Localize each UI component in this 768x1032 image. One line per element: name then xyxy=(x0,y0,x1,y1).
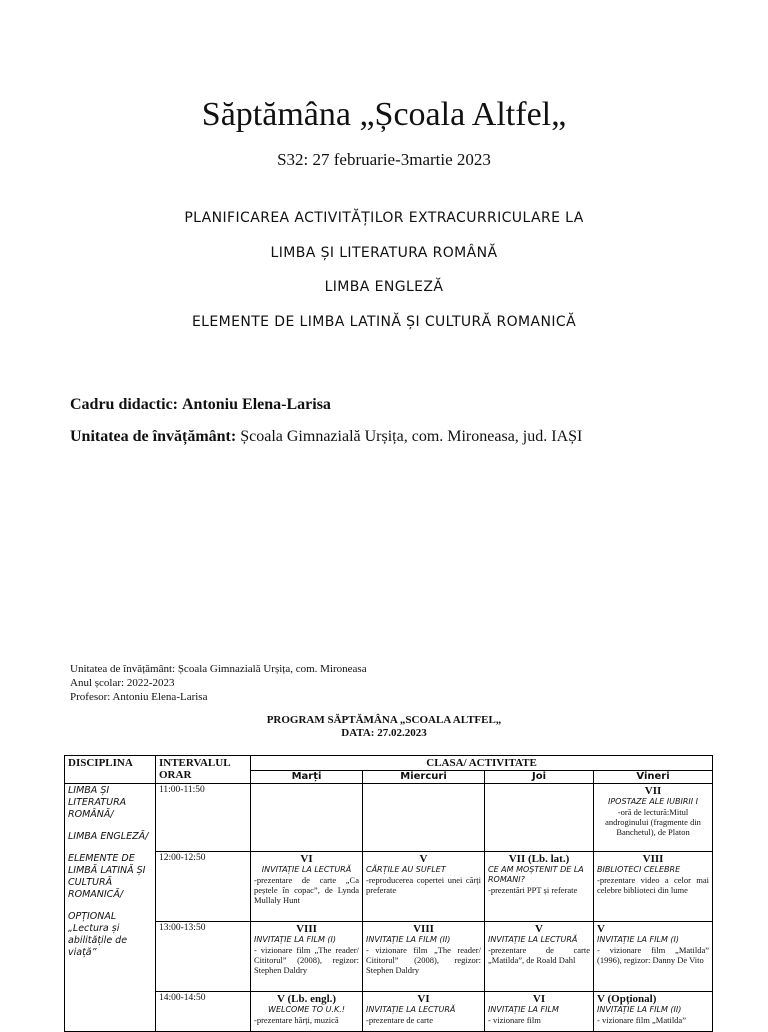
day-friday: Vineri xyxy=(594,771,713,784)
document-subtitle: S32: 27 februarie-3martie 2023 xyxy=(277,150,491,169)
program-title-block xyxy=(0,714,768,740)
time-cell: 11:00-11:50 xyxy=(156,784,251,852)
activity-cell xyxy=(251,992,363,1032)
activity-cell xyxy=(485,922,594,992)
activity-cell xyxy=(594,784,713,852)
class-label: V (Lb. engl.) xyxy=(276,993,337,1005)
planning-heading-line-2: LIMBA ȘI LITERATURA ROMÂNĂ xyxy=(270,245,498,261)
activity-title: INVITAȚIE LA FILM (II) xyxy=(366,935,451,944)
planning-heading-line-3: LIMBA ENGLEZĂ xyxy=(324,279,444,295)
schedule-table xyxy=(64,755,713,1032)
activity-cell xyxy=(251,922,363,992)
activity-title: INVITAȚIE LA LECTURĂ xyxy=(366,1005,456,1014)
activity-cell xyxy=(251,852,363,922)
activity-title: BIBLIOTECI CELEBRE xyxy=(597,865,681,874)
class-label: VIII xyxy=(642,853,664,865)
activity-title: INVITAȚIE LA FILM (I) xyxy=(597,935,679,944)
activity-cell xyxy=(594,922,713,992)
header-discipline: DISCIPLINA xyxy=(65,756,156,784)
class-label: VI xyxy=(300,853,313,865)
teacher-name: Antoniu Elena-Larisa xyxy=(182,396,331,413)
activity-description: -prezentare hărți, muzică xyxy=(254,1015,339,1025)
activity-cell xyxy=(363,784,485,852)
table-row xyxy=(65,922,713,992)
planning-heading-line-1: PLANIFICAREA ACTIVITĂȚILOR EXTRACURRICULARE LA xyxy=(184,210,584,226)
class-label: V xyxy=(419,853,428,865)
activity-title: IPOSTAZE ALE IUBIRII I xyxy=(608,797,699,806)
discipline-english: LIMBA ENGLEZĂ/ xyxy=(68,831,149,842)
school-unit-line xyxy=(70,428,582,446)
activity-cell xyxy=(594,992,713,1032)
activity-title: WELCOME TO U.K.! xyxy=(268,1005,345,1014)
activity-title: INVITAȚIE LA FILM (I) xyxy=(254,935,336,944)
day-tuesday: Marți xyxy=(251,771,363,784)
activity-title: INVITAȚIE LA LECTURĂ xyxy=(261,865,352,874)
day-wednesday: Miercuri xyxy=(363,771,485,784)
table-row xyxy=(65,784,713,852)
class-label: VIII xyxy=(296,923,317,935)
teacher-line xyxy=(70,396,331,414)
activity-cell xyxy=(485,992,594,1032)
activity-description: -prezentare de carte „Ca peștele în copac”, de Lynda Mullaly Hunt xyxy=(254,875,359,905)
class-label: VI xyxy=(417,993,430,1005)
activity-cell xyxy=(485,852,594,922)
class-label: V xyxy=(597,923,605,935)
discipline-optional: OPȚIONAL „Lectura și abilitățile de viață” xyxy=(68,911,128,958)
activity-description: -prezentare de carte xyxy=(366,1015,433,1025)
activity-description: - vizionare film „Matilda” (1996), regizor: Danny De Vito xyxy=(597,945,710,965)
teacher-label: Cadru didactic: xyxy=(70,396,178,413)
activity-description: -reproducerea copertei unei cărți preferate xyxy=(366,875,481,895)
class-label: VI xyxy=(532,993,546,1005)
activity-cell xyxy=(485,784,594,852)
activity-title: INVITAȚIE LA FILM xyxy=(488,1005,559,1014)
table-row xyxy=(65,852,713,922)
program-date: DATA: 27.02.2023 xyxy=(341,727,427,739)
discipline-romanian: LIMBA ȘI LITERATURA ROMÂNĂ/ xyxy=(68,785,127,820)
small-unit-line: Unitatea de învățământ: Școala Gimnazială Urșița, com. Mironeasa xyxy=(70,663,367,675)
day-thursday: Joi xyxy=(485,771,594,784)
activity-description: -prezentare video a celor mai celebre biblioteci din lume xyxy=(597,875,710,895)
class-label: VIII xyxy=(413,923,434,935)
discipline-cell xyxy=(65,784,156,1032)
activity-title: CĂRȚILE AU SUFLET xyxy=(366,865,446,874)
planning-heading-line-4: ELEMENTE DE LIMBA LATINĂ ȘI CULTURĂ ROMANICĂ xyxy=(191,314,577,330)
activity-cell xyxy=(363,922,485,992)
time-cell: 12:00-12:50 xyxy=(156,852,251,922)
activity-cell xyxy=(251,784,363,852)
activity-cell xyxy=(594,852,713,922)
time-cell: 14:00-14:50 xyxy=(156,992,251,1032)
school-unit-name: Școala Gimnazială Urșița, com. Mironeasa, jud. IAȘI xyxy=(240,428,583,445)
class-label: VII (Lb. lat.) xyxy=(508,853,570,865)
discipline-latin: ELEMENTE DE LIMBĂ LATINĂ ȘI CULTURĂ ROMANICĂ/ xyxy=(68,853,146,900)
activity-description: -prezentări PPT și referate xyxy=(488,885,578,895)
header-interval: INTERVALUL ORAR xyxy=(156,756,251,784)
small-teacher-line: Profesor: Antoniu Elena-Larisa xyxy=(70,691,208,703)
activity-description: - vizionare film „Matilda” xyxy=(597,1015,686,1025)
school-unit-label: Unitatea de învățământ: xyxy=(70,428,237,445)
class-label: VII xyxy=(644,785,662,797)
activity-cell xyxy=(363,852,485,922)
small-school-year-line: Anul școlar: 2022-2023 xyxy=(70,677,175,689)
activity-description: - vizionare film „The reader/ Cititorul” (2008), regizor: Stephen Daldry xyxy=(254,945,359,975)
header-class-activity: CLASA/ ACTIVITATE xyxy=(251,756,713,771)
activity-title: CE AM MOȘTENIT DE LA ROMANI? xyxy=(488,865,584,884)
activity-description: -prezentare de carte „Matilda”, de Roald Dahl xyxy=(488,945,590,965)
class-label: V xyxy=(535,923,543,935)
program-title: PROGRAM SĂPTĂMÂNA „SCOALA ALTFEL„ xyxy=(266,714,502,726)
table-row xyxy=(65,992,713,1032)
activity-description: - vizionare film „The reader/ Cititorul” (2008), regizor: Stephen Daldry xyxy=(366,945,481,975)
activity-title: INVITAȚIE LA LECTURĂ xyxy=(488,935,578,944)
time-cell: 13:00-13:50 xyxy=(156,922,251,992)
activity-description: - vizionare film xyxy=(488,1015,541,1025)
activity-description: -oră de lectură:Mitul androginului (fragmente din Banchetul), de Platon xyxy=(605,807,701,837)
activity-cell xyxy=(363,992,485,1032)
document-title: Săptămâna „Școala Altfel„ xyxy=(201,96,567,133)
activity-title: INVITAȚIE LA FILM (II) xyxy=(597,1005,682,1014)
class-label: V (Opțional) xyxy=(597,993,657,1005)
